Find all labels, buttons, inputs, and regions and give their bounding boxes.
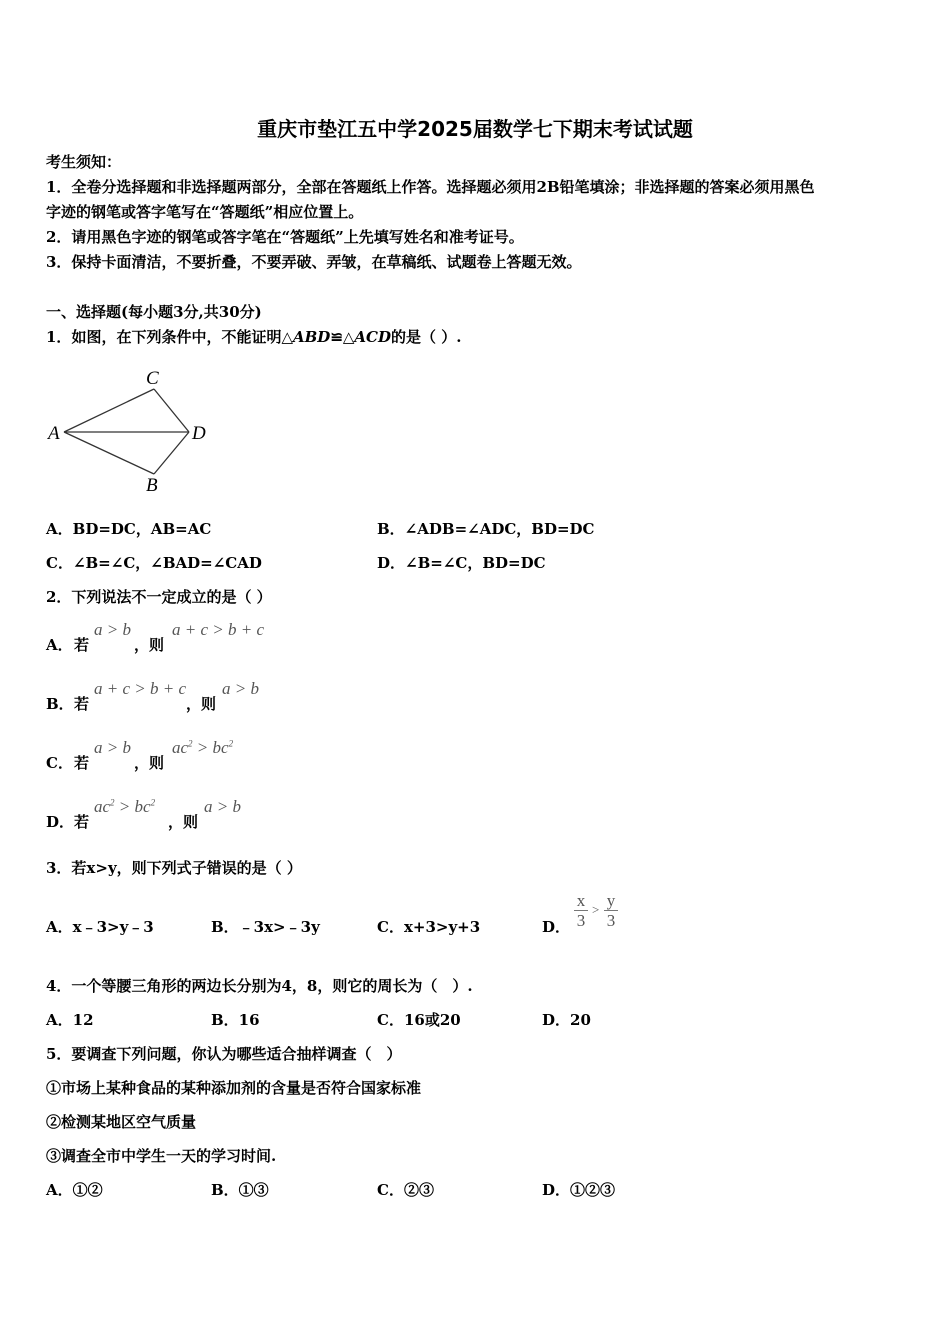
q4-stem: 4．一个等腰三角形的两边长分别为4，8，则它的周长为（ ）. xyxy=(46,977,473,995)
fraction-y-over-3: y 3 xyxy=(604,892,618,929)
exam-page: 重庆市垫江五中学2025届数学七下期末考试试题 考生须知： 1．全卷分选择题和非选择题两部分，全部在答题纸上作答。选择题必须用2B铅笔填涂；非选择题的答案必须用黑色 字迹的钢笔或答字笔写在“答题纸”相应位置上。 2．请用黑色字迹的钢笔或答字笔在“答题纸”上先填写姓名和准考证号。 3．保持卡面清洁，不要折叠，不要弄破、弄皱，在草稿纸、试题卷上答题无效。 一、选择题(每小题3分,共30分) 1．如图，在下列条件中，不能证明△ABD≌△ACD的是（ ）. A C D B A．BD=DC，AB=AC B．∠ADB=∠ADC，BD=DC C．∠B=∠C，∠BAD=∠CAD D．∠B=∠C，BD=DC 2．下列说法不一定成立的是（ ） A． 若 a > b ，则 a + c > b + c B． 若 a + c > b + c ，则 a > b C． 若 a > b ，则 $ac^2 > bc^2$ D． 若 $ac^2 > bc^2$ ，则 a > b 3．若x>y，则下列式子错误的是（ ） A．x﹣3>y﹣3 B．﹣3x>﹣3y C．x+3>y+3 D． x 3 > y 3 4．一个等腰三角形的两边长分别为4，8，则它的周长为（ ）. A．12 B．16 C．16或20 D．20 5．要调查下列问题，你认为哪些适合抽样调查（ ） ①市场上某种食品的某种添加剂的含量是否符合国家标准 ②检测某地区空气质量 ③调查全市中学生一天的学习时间. A．①② B．①③ C．②③ D．①②③ xyxy=(0,0,950,1344)
q2-stem: 2．下列说法不一定成立的是（ ） xyxy=(46,588,272,606)
label-c: C xyxy=(146,368,159,389)
q4-option-d[interactable]: D．20 xyxy=(542,1011,591,1029)
q5-item-2: ②检测某地区空气质量 xyxy=(46,1113,197,1131)
q1-option-d[interactable]: D．∠B=∠C，BD=DC xyxy=(377,554,546,572)
notice-heading: 考生须知： xyxy=(46,153,122,171)
q3-option-b[interactable]: B．﹣3x>﹣3y xyxy=(211,918,320,936)
q5-option-b[interactable]: B．①③ xyxy=(211,1181,269,1199)
line-bd xyxy=(154,432,189,474)
q1-option-a[interactable]: A．BD=DC，AB=AC xyxy=(46,520,212,538)
line-cd xyxy=(154,389,189,432)
label-d: D xyxy=(192,423,206,444)
q1-option-c[interactable]: C．∠B=∠C，∠BAD=∠CAD xyxy=(46,554,262,572)
q5-stem: 5．要调查下列问题，你认为哪些适合抽样调查（ ） xyxy=(46,1045,402,1063)
q5-item-3: ③调查全市中学生一天的学习时间. xyxy=(46,1147,277,1165)
notice-line-1b: 字迹的钢笔或答字笔写在“答题纸”相应位置上。 xyxy=(46,203,364,221)
q3-option-a[interactable]: A．x﹣3>y﹣3 xyxy=(46,918,154,936)
q2-option-c[interactable]: C． 若 a > b ，则 $ac^2 > bc^2$ xyxy=(46,738,234,772)
q3-option-d[interactable]: D． x 3 > y 3 xyxy=(542,892,642,940)
q1-triangle-figure xyxy=(44,362,214,497)
notice-line-3: 3．保持卡面清洁，不要折叠，不要弄破、弄皱，在草稿纸、试题卷上答题无效。 xyxy=(46,253,582,271)
line-ab xyxy=(64,432,154,474)
notice-line-2: 2．请用黑色字迹的钢笔或答字笔在“答题纸”上先填写姓名和准考证号。 xyxy=(46,228,524,246)
q2-option-d[interactable]: D． 若 $ac^2 > bc^2$ ，则 a > b xyxy=(46,797,241,831)
line-ac xyxy=(64,389,154,432)
label-b: B xyxy=(146,475,158,496)
q3-option-c[interactable]: C．x+3>y+3 xyxy=(377,918,481,936)
q4-option-c[interactable]: C．16或20 xyxy=(377,1011,461,1029)
q5-option-a[interactable]: A．①② xyxy=(46,1181,103,1199)
q3-stem: 3．若x>y，则下列式子错误的是（ ） xyxy=(46,859,302,877)
q1-stem: 1．如图，在下列条件中，不能证明△ABD≌△ACD的是（ ）. xyxy=(46,328,462,346)
page-title: 重庆市垫江五中学2025届数学七下期末考试试题 xyxy=(257,117,693,141)
q4-option-a[interactable]: A．12 xyxy=(46,1011,94,1029)
fraction-x-over-3: x 3 xyxy=(574,892,588,929)
q5-option-d[interactable]: D．①②③ xyxy=(542,1181,616,1199)
label-a: A xyxy=(48,423,60,444)
notice-line-1a: 1．全卷分选择题和非选择题两部分，全部在答题纸上作答。选择题必须用2B铅笔填涂；非选择题的答案必须用黑色 xyxy=(46,178,815,196)
q1-option-b[interactable]: B．∠ADB=∠ADC，BD=DC xyxy=(377,520,595,538)
q4-option-b[interactable]: B．16 xyxy=(211,1011,260,1029)
q5-option-c[interactable]: C．②③ xyxy=(377,1181,434,1199)
section-heading: 一、选择题(每小题3分,共30分) xyxy=(46,303,262,321)
q5-item-1: ①市场上某种食品的某种添加剂的含量是否符合国家标准 xyxy=(46,1079,422,1097)
q2-option-b[interactable]: B． 若 a + c > b + c ，则 a > b xyxy=(46,679,259,713)
